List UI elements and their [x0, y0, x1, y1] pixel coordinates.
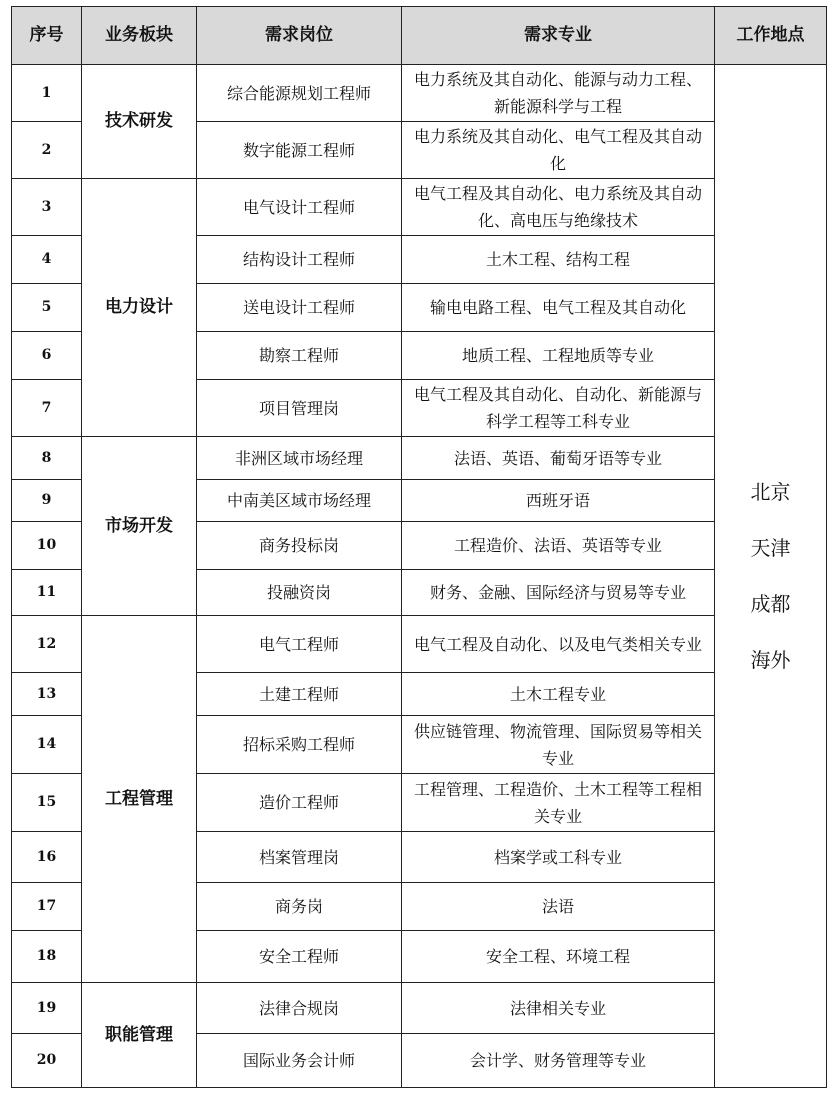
- position-cell: 法律合规岗: [197, 983, 402, 1034]
- row-number: 6: [12, 332, 82, 380]
- table-row: [12, 437, 827, 480]
- major-cell: 土木工程专业: [402, 673, 715, 716]
- row-number: 18: [12, 931, 82, 983]
- position-cell: 电气设计工程师: [197, 179, 402, 236]
- position-cell: 勘察工程师: [197, 332, 402, 380]
- table-row: [12, 179, 827, 236]
- major-cell: 土木工程、结构工程: [402, 236, 715, 284]
- location-item: 成都: [750, 592, 791, 616]
- row-number: 19: [12, 983, 82, 1034]
- major-cell: 电力系统及其自动化、电气工程及其自动化: [402, 122, 715, 179]
- major-cell: 财务、金融、国际经济与贸易等专业: [402, 570, 715, 616]
- major-cell: 电气工程及其自动化、电力系统及其自动化、高电压与绝缘技术: [402, 179, 715, 236]
- row-number: 9: [12, 480, 82, 522]
- major-cell: 地质工程、工程地质等专业: [402, 332, 715, 380]
- row-number: 8: [12, 437, 82, 480]
- position-cell: 综合能源规划工程师: [197, 65, 402, 122]
- major-cell: 输电电路工程、电气工程及其自动化: [402, 284, 715, 332]
- location-item: 海外: [750, 648, 791, 672]
- position-cell: 送电设计工程师: [197, 284, 402, 332]
- major-cell: 工程造价、法语、英语等专业: [402, 522, 715, 570]
- position-cell: 投融资岗: [197, 570, 402, 616]
- header-row: [12, 7, 827, 65]
- row-number: 2: [12, 122, 82, 179]
- row-number: 14: [12, 716, 82, 774]
- major-cell: 电气工程及自动化、以及电气类相关专业: [402, 616, 715, 673]
- row-number: 10: [12, 522, 82, 570]
- major-cell: 法语: [402, 883, 715, 931]
- position-cell: 中南美区域市场经理: [197, 480, 402, 522]
- position-cell: 档案管理岗: [197, 832, 402, 883]
- header-location: 工作地点: [715, 7, 827, 65]
- header-no: 序号: [12, 7, 82, 65]
- position-cell: 数字能源工程师: [197, 122, 402, 179]
- header-segment: 业务板块: [82, 7, 197, 65]
- recruitment-table: [11, 6, 827, 1088]
- position-cell: 电气工程师: [197, 616, 402, 673]
- segment-cell: 工程管理: [82, 616, 197, 983]
- segment-cell: 职能管理: [82, 983, 197, 1088]
- row-number: 15: [12, 774, 82, 832]
- position-cell: 土建工程师: [197, 673, 402, 716]
- row-number: 16: [12, 832, 82, 883]
- header-major: 需求专业: [402, 7, 715, 65]
- location-item: 北京: [750, 480, 791, 504]
- row-number: 7: [12, 380, 82, 437]
- position-cell: 招标采购工程师: [197, 716, 402, 774]
- row-number: 4: [12, 236, 82, 284]
- row-number: 13: [12, 673, 82, 716]
- location-cell: [715, 65, 827, 1088]
- segment-cell: 技术研发: [82, 65, 197, 179]
- row-number: 5: [12, 284, 82, 332]
- major-cell: 法语、英语、葡萄牙语等专业: [402, 437, 715, 480]
- major-cell: 电力系统及其自动化、能源与动力工程、新能源科学与工程: [402, 65, 715, 122]
- major-cell: 法律相关专业: [402, 983, 715, 1034]
- position-cell: 商务岗: [197, 883, 402, 931]
- position-cell: 商务投标岗: [197, 522, 402, 570]
- table-row: [12, 983, 827, 1034]
- major-cell: 会计学、财务管理等专业: [402, 1034, 715, 1088]
- major-cell: 档案学或工科专业: [402, 832, 715, 883]
- header-position: 需求岗位: [197, 7, 402, 65]
- row-number: 3: [12, 179, 82, 236]
- row-number: 12: [12, 616, 82, 673]
- major-cell: 供应链管理、物流管理、国际贸易等相关专业: [402, 716, 715, 774]
- position-cell: 项目管理岗: [197, 380, 402, 437]
- major-cell: 工程管理、工程造价、土木工程等工程相关专业: [402, 774, 715, 832]
- table-row: [12, 616, 827, 673]
- major-cell: 安全工程、环境工程: [402, 931, 715, 983]
- position-cell: 非洲区域市场经理: [197, 437, 402, 480]
- segment-cell: 市场开发: [82, 437, 197, 616]
- row-number: 11: [12, 570, 82, 616]
- major-cell: 西班牙语: [402, 480, 715, 522]
- row-number: 17: [12, 883, 82, 931]
- table-row: [12, 65, 827, 122]
- segment-cell: 电力设计: [82, 179, 197, 437]
- location-item: 天津: [750, 536, 791, 560]
- row-number: 1: [12, 65, 82, 122]
- position-cell: 安全工程师: [197, 931, 402, 983]
- major-cell: 电气工程及其自动化、自动化、新能源与科学工程等工科专业: [402, 380, 715, 437]
- position-cell: 造价工程师: [197, 774, 402, 832]
- position-cell: 国际业务会计师: [197, 1034, 402, 1088]
- row-number: 20: [12, 1034, 82, 1088]
- position-cell: 结构设计工程师: [197, 236, 402, 284]
